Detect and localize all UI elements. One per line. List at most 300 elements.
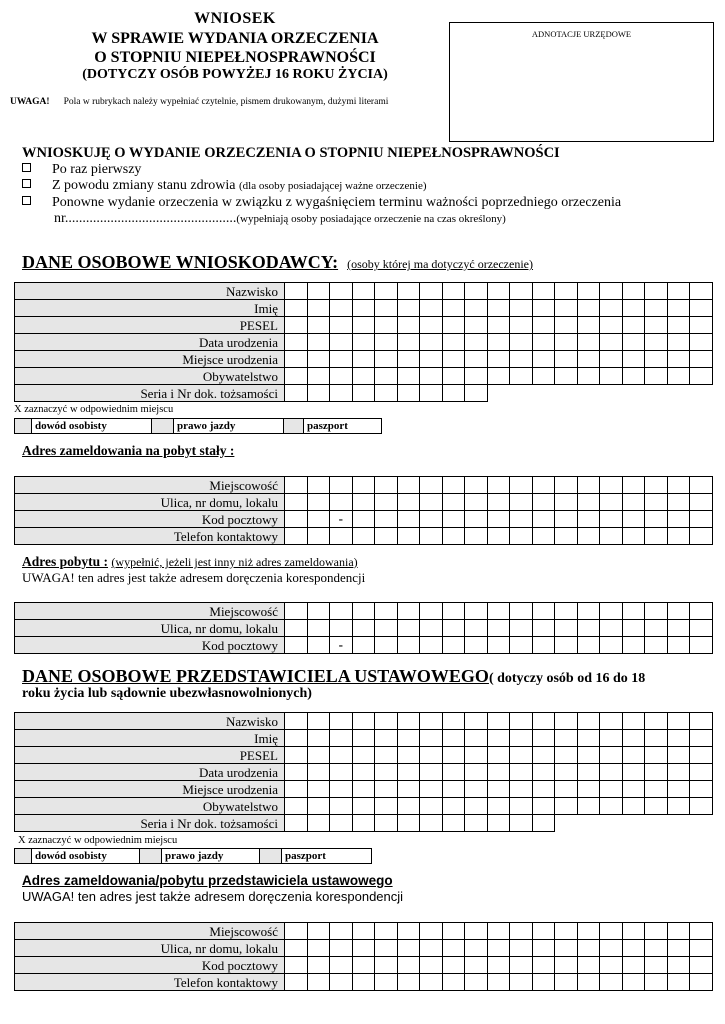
input-cell[interactable] bbox=[442, 300, 465, 317]
input-cell[interactable] bbox=[510, 713, 533, 730]
input-cell[interactable] bbox=[442, 385, 465, 402]
input-cell[interactable] bbox=[442, 730, 465, 747]
input-cell[interactable] bbox=[487, 730, 510, 747]
input-cell[interactable] bbox=[622, 620, 645, 637]
input-cell[interactable] bbox=[645, 957, 668, 974]
input-cell[interactable] bbox=[352, 317, 375, 334]
input-cell[interactable] bbox=[330, 781, 353, 798]
input-cell[interactable] bbox=[645, 781, 668, 798]
input-cell[interactable] bbox=[397, 798, 420, 815]
input-cell[interactable] bbox=[667, 923, 690, 940]
input-cell[interactable] bbox=[285, 334, 308, 351]
input-cell[interactable] bbox=[510, 747, 533, 764]
input-cell[interactable] bbox=[375, 368, 398, 385]
input-cell[interactable] bbox=[397, 283, 420, 300]
input-cell[interactable] bbox=[307, 334, 330, 351]
input-cell[interactable] bbox=[465, 747, 488, 764]
input-cell[interactable] bbox=[577, 923, 600, 940]
input-cell[interactable] bbox=[465, 974, 488, 991]
input-cell[interactable] bbox=[307, 283, 330, 300]
input-cell[interactable] bbox=[285, 351, 308, 368]
input-cell[interactable] bbox=[352, 764, 375, 781]
input-cell[interactable] bbox=[532, 334, 555, 351]
input-cell[interactable] bbox=[622, 528, 645, 545]
input-cell[interactable] bbox=[532, 511, 555, 528]
input-cell[interactable] bbox=[510, 815, 533, 832]
input-cell[interactable] bbox=[510, 283, 533, 300]
input-cell[interactable] bbox=[645, 730, 668, 747]
input-cell[interactable] bbox=[465, 764, 488, 781]
input-cell[interactable] bbox=[577, 940, 600, 957]
input-cell[interactable] bbox=[352, 368, 375, 385]
input-cell[interactable] bbox=[645, 747, 668, 764]
input-cell[interactable] bbox=[420, 747, 443, 764]
input-cell[interactable] bbox=[667, 957, 690, 974]
input-cell[interactable] bbox=[555, 494, 578, 511]
input-cell[interactable] bbox=[667, 781, 690, 798]
input-cell[interactable] bbox=[307, 940, 330, 957]
input-cell[interactable] bbox=[375, 713, 398, 730]
input-cell[interactable] bbox=[307, 351, 330, 368]
input-cell[interactable] bbox=[442, 603, 465, 620]
input-cell[interactable] bbox=[285, 368, 308, 385]
input-cell[interactable] bbox=[307, 747, 330, 764]
input-cell[interactable] bbox=[420, 528, 443, 545]
input-cell[interactable] bbox=[420, 334, 443, 351]
input-cell[interactable] bbox=[330, 477, 353, 494]
input-cell[interactable] bbox=[577, 781, 600, 798]
input-cell[interactable] bbox=[577, 494, 600, 511]
input-cell[interactable] bbox=[690, 923, 713, 940]
input-cell[interactable] bbox=[420, 477, 443, 494]
input-cell[interactable] bbox=[352, 940, 375, 957]
input-cell[interactable] bbox=[352, 974, 375, 991]
input-cell[interactable] bbox=[622, 940, 645, 957]
input-cell[interactable] bbox=[577, 620, 600, 637]
input-cell[interactable] bbox=[352, 603, 375, 620]
input-cell[interactable] bbox=[600, 764, 623, 781]
input-cell[interactable] bbox=[690, 283, 713, 300]
input-cell[interactable] bbox=[645, 351, 668, 368]
input-cell[interactable] bbox=[555, 637, 578, 654]
input-cell[interactable] bbox=[397, 351, 420, 368]
input-cell[interactable] bbox=[465, 283, 488, 300]
input-cell[interactable] bbox=[465, 494, 488, 511]
input-cell[interactable] bbox=[307, 511, 330, 528]
input-cell[interactable] bbox=[555, 764, 578, 781]
input-cell[interactable] bbox=[555, 713, 578, 730]
input-cell[interactable] bbox=[375, 781, 398, 798]
input-cell[interactable] bbox=[555, 781, 578, 798]
doc-type-checkbox[interactable] bbox=[15, 849, 32, 864]
input-cell[interactable] bbox=[600, 351, 623, 368]
input-cell[interactable] bbox=[420, 603, 443, 620]
input-cell[interactable] bbox=[600, 798, 623, 815]
input-cell[interactable] bbox=[465, 781, 488, 798]
input-cell[interactable] bbox=[375, 764, 398, 781]
input-cell[interactable] bbox=[307, 528, 330, 545]
input-cell[interactable] bbox=[645, 637, 668, 654]
input-cell[interactable] bbox=[285, 317, 308, 334]
option-first-time[interactable] bbox=[22, 162, 141, 178]
input-cell[interactable] bbox=[442, 620, 465, 637]
input-cell[interactable] bbox=[330, 923, 353, 940]
input-cell[interactable] bbox=[330, 957, 353, 974]
input-cell[interactable] bbox=[600, 477, 623, 494]
input-cell[interactable] bbox=[307, 620, 330, 637]
input-cell[interactable] bbox=[442, 637, 465, 654]
input-cell[interactable] bbox=[555, 317, 578, 334]
input-cell[interactable] bbox=[667, 368, 690, 385]
input-cell[interactable] bbox=[667, 317, 690, 334]
input-cell[interactable] bbox=[690, 637, 713, 654]
input-cell[interactable] bbox=[577, 351, 600, 368]
input-cell[interactable] bbox=[352, 511, 375, 528]
previous-number-field[interactable]: nr................................................. bbox=[54, 211, 237, 226]
input-cell[interactable] bbox=[690, 713, 713, 730]
input-cell[interactable] bbox=[555, 940, 578, 957]
input-cell[interactable] bbox=[285, 477, 308, 494]
input-cell[interactable] bbox=[510, 511, 533, 528]
option-reissue[interactable] bbox=[22, 195, 621, 211]
input-cell[interactable] bbox=[375, 730, 398, 747]
input-cell[interactable] bbox=[420, 940, 443, 957]
input-cell[interactable] bbox=[600, 957, 623, 974]
input-cell[interactable] bbox=[442, 283, 465, 300]
input-cell[interactable] bbox=[352, 620, 375, 637]
input-cell[interactable] bbox=[600, 974, 623, 991]
input-cell[interactable] bbox=[307, 385, 330, 402]
input-cell[interactable] bbox=[645, 477, 668, 494]
input-cell[interactable] bbox=[487, 974, 510, 991]
input-cell[interactable] bbox=[510, 351, 533, 368]
input-cell[interactable] bbox=[375, 385, 398, 402]
input-cell[interactable] bbox=[645, 317, 668, 334]
input-cell[interactable] bbox=[690, 747, 713, 764]
input-cell[interactable] bbox=[397, 940, 420, 957]
input-cell[interactable] bbox=[420, 798, 443, 815]
input-cell[interactable] bbox=[600, 283, 623, 300]
input-cell[interactable] bbox=[330, 334, 353, 351]
input-cell[interactable] bbox=[532, 798, 555, 815]
input-cell[interactable] bbox=[667, 334, 690, 351]
input-cell[interactable] bbox=[577, 974, 600, 991]
input-cell[interactable] bbox=[285, 730, 308, 747]
input-cell[interactable] bbox=[375, 317, 398, 334]
input-cell[interactable] bbox=[397, 815, 420, 832]
input-cell[interactable] bbox=[667, 300, 690, 317]
checkbox-icon[interactable] bbox=[22, 163, 31, 172]
input-cell[interactable] bbox=[600, 730, 623, 747]
input-cell[interactable] bbox=[465, 603, 488, 620]
input-cell[interactable] bbox=[442, 798, 465, 815]
input-cell[interactable] bbox=[690, 477, 713, 494]
input-cell[interactable] bbox=[375, 798, 398, 815]
input-cell[interactable] bbox=[667, 713, 690, 730]
input-cell[interactable] bbox=[397, 730, 420, 747]
input-cell[interactable] bbox=[285, 713, 308, 730]
input-cell[interactable] bbox=[645, 798, 668, 815]
input-cell[interactable] bbox=[555, 974, 578, 991]
input-cell[interactable] bbox=[510, 764, 533, 781]
input-cell[interactable] bbox=[330, 798, 353, 815]
input-cell[interactable] bbox=[622, 511, 645, 528]
input-cell[interactable] bbox=[510, 528, 533, 545]
input-cell[interactable] bbox=[532, 620, 555, 637]
input-cell[interactable] bbox=[375, 334, 398, 351]
input-cell[interactable] bbox=[510, 494, 533, 511]
input-cell[interactable] bbox=[577, 747, 600, 764]
input-cell[interactable] bbox=[510, 317, 533, 334]
input-cell[interactable] bbox=[465, 730, 488, 747]
input-cell[interactable] bbox=[397, 385, 420, 402]
input-cell[interactable] bbox=[532, 747, 555, 764]
input-cell[interactable] bbox=[600, 317, 623, 334]
input-cell[interactable] bbox=[555, 603, 578, 620]
input-cell[interactable] bbox=[645, 620, 668, 637]
input-cell[interactable] bbox=[375, 747, 398, 764]
input-cell[interactable] bbox=[442, 940, 465, 957]
input-cell[interactable] bbox=[352, 923, 375, 940]
input-cell[interactable] bbox=[510, 620, 533, 637]
input-cell[interactable] bbox=[375, 603, 398, 620]
input-cell[interactable] bbox=[532, 351, 555, 368]
input-cell[interactable] bbox=[285, 528, 308, 545]
input-cell[interactable] bbox=[532, 730, 555, 747]
input-cell[interactable] bbox=[487, 620, 510, 637]
input-cell[interactable] bbox=[600, 923, 623, 940]
input-cell[interactable] bbox=[307, 781, 330, 798]
input-cell[interactable] bbox=[330, 283, 353, 300]
input-cell[interactable] bbox=[622, 368, 645, 385]
input-cell[interactable] bbox=[442, 781, 465, 798]
input-cell[interactable] bbox=[397, 477, 420, 494]
input-cell[interactable] bbox=[442, 351, 465, 368]
input-cell[interactable] bbox=[465, 385, 488, 402]
input-cell[interactable] bbox=[622, 494, 645, 511]
input-cell[interactable] bbox=[555, 620, 578, 637]
input-cell[interactable] bbox=[622, 730, 645, 747]
input-cell[interactable] bbox=[352, 334, 375, 351]
input-cell[interactable] bbox=[600, 781, 623, 798]
input-cell[interactable] bbox=[397, 603, 420, 620]
input-cell[interactable] bbox=[645, 300, 668, 317]
input-cell[interactable] bbox=[307, 317, 330, 334]
input-cell[interactable] bbox=[375, 494, 398, 511]
input-cell[interactable] bbox=[510, 300, 533, 317]
input-cell[interactable] bbox=[690, 317, 713, 334]
input-cell[interactable] bbox=[352, 798, 375, 815]
input-cell[interactable] bbox=[375, 283, 398, 300]
input-cell[interactable] bbox=[532, 494, 555, 511]
input-cell[interactable] bbox=[532, 528, 555, 545]
input-cell[interactable] bbox=[667, 974, 690, 991]
input-cell[interactable] bbox=[487, 351, 510, 368]
input-cell[interactable] bbox=[375, 637, 398, 654]
input-cell[interactable] bbox=[442, 974, 465, 991]
input-cell[interactable] bbox=[442, 368, 465, 385]
input-cell[interactable] bbox=[375, 923, 398, 940]
doc-type-checkbox[interactable] bbox=[15, 419, 32, 434]
input-cell[interactable] bbox=[667, 764, 690, 781]
input-cell[interactable] bbox=[577, 528, 600, 545]
input-cell[interactable] bbox=[622, 351, 645, 368]
input-cell[interactable] bbox=[577, 317, 600, 334]
input-cell[interactable] bbox=[352, 494, 375, 511]
input-cell[interactable] bbox=[307, 730, 330, 747]
input-cell[interactable] bbox=[555, 368, 578, 385]
input-cell[interactable] bbox=[532, 603, 555, 620]
input-cell[interactable] bbox=[330, 730, 353, 747]
input-cell[interactable] bbox=[600, 620, 623, 637]
input-cell[interactable] bbox=[577, 957, 600, 974]
doc-type-checkbox[interactable] bbox=[152, 419, 174, 434]
input-cell[interactable] bbox=[600, 603, 623, 620]
input-cell[interactable] bbox=[397, 957, 420, 974]
input-cell[interactable] bbox=[465, 713, 488, 730]
input-cell[interactable] bbox=[465, 368, 488, 385]
input-cell[interactable] bbox=[397, 713, 420, 730]
input-cell[interactable] bbox=[600, 334, 623, 351]
input-cell[interactable] bbox=[285, 798, 308, 815]
input-cell[interactable] bbox=[622, 334, 645, 351]
input-cell[interactable] bbox=[577, 713, 600, 730]
input-cell[interactable] bbox=[465, 300, 488, 317]
input-cell[interactable] bbox=[330, 528, 353, 545]
input-cell[interactable] bbox=[397, 368, 420, 385]
input-cell[interactable] bbox=[487, 477, 510, 494]
input-cell[interactable] bbox=[465, 923, 488, 940]
input-cell[interactable] bbox=[532, 940, 555, 957]
input-cell[interactable] bbox=[690, 351, 713, 368]
input-cell[interactable] bbox=[555, 923, 578, 940]
doc-type-checkbox[interactable] bbox=[260, 849, 282, 864]
input-cell[interactable] bbox=[622, 747, 645, 764]
input-cell[interactable] bbox=[330, 974, 353, 991]
input-cell[interactable] bbox=[330, 385, 353, 402]
input-cell[interactable] bbox=[285, 494, 308, 511]
input-cell[interactable] bbox=[667, 511, 690, 528]
input-cell[interactable] bbox=[600, 300, 623, 317]
input-cell[interactable] bbox=[577, 637, 600, 654]
input-cell[interactable] bbox=[330, 764, 353, 781]
input-cell[interactable] bbox=[397, 494, 420, 511]
input-cell[interactable] bbox=[487, 528, 510, 545]
input-cell[interactable] bbox=[510, 477, 533, 494]
input-cell[interactable] bbox=[352, 747, 375, 764]
input-cell[interactable] bbox=[510, 957, 533, 974]
input-cell[interactable] bbox=[622, 283, 645, 300]
previous-certificate-number[interactable] bbox=[54, 211, 506, 227]
input-cell[interactable] bbox=[330, 713, 353, 730]
input-cell[interactable] bbox=[307, 764, 330, 781]
input-cell[interactable] bbox=[285, 923, 308, 940]
input-cell[interactable] bbox=[532, 957, 555, 974]
input-cell[interactable] bbox=[307, 603, 330, 620]
input-cell[interactable] bbox=[600, 494, 623, 511]
input-cell[interactable] bbox=[532, 637, 555, 654]
input-cell[interactable] bbox=[397, 528, 420, 545]
input-cell[interactable] bbox=[420, 283, 443, 300]
input-cell[interactable] bbox=[487, 283, 510, 300]
input-cell[interactable] bbox=[397, 334, 420, 351]
input-cell[interactable] bbox=[420, 511, 443, 528]
input-cell[interactable] bbox=[600, 637, 623, 654]
input-cell[interactable] bbox=[577, 368, 600, 385]
input-cell[interactable] bbox=[645, 923, 668, 940]
input-cell[interactable] bbox=[532, 713, 555, 730]
input-cell[interactable] bbox=[330, 351, 353, 368]
input-cell[interactable] bbox=[330, 815, 353, 832]
input-cell[interactable] bbox=[465, 351, 488, 368]
input-cell[interactable] bbox=[690, 620, 713, 637]
input-cell[interactable] bbox=[375, 815, 398, 832]
input-cell[interactable] bbox=[510, 798, 533, 815]
input-cell[interactable] bbox=[690, 334, 713, 351]
input-cell[interactable] bbox=[352, 528, 375, 545]
input-cell[interactable] bbox=[555, 351, 578, 368]
input-cell[interactable] bbox=[577, 283, 600, 300]
input-cell[interactable] bbox=[622, 764, 645, 781]
input-cell[interactable] bbox=[442, 477, 465, 494]
input-cell[interactable] bbox=[465, 620, 488, 637]
input-cell[interactable] bbox=[307, 923, 330, 940]
input-cell[interactable] bbox=[352, 477, 375, 494]
input-cell[interactable] bbox=[510, 368, 533, 385]
input-cell[interactable] bbox=[307, 300, 330, 317]
input-cell[interactable] bbox=[532, 300, 555, 317]
input-cell[interactable] bbox=[555, 747, 578, 764]
input-cell[interactable] bbox=[577, 764, 600, 781]
input-cell[interactable] bbox=[690, 781, 713, 798]
input-cell[interactable] bbox=[690, 974, 713, 991]
input-cell[interactable] bbox=[307, 494, 330, 511]
input-cell[interactable] bbox=[510, 603, 533, 620]
input-cell[interactable] bbox=[622, 781, 645, 798]
input-cell[interactable] bbox=[375, 528, 398, 545]
input-cell[interactable] bbox=[600, 940, 623, 957]
input-cell[interactable] bbox=[442, 511, 465, 528]
input-cell[interactable] bbox=[442, 334, 465, 351]
input-cell[interactable] bbox=[420, 957, 443, 974]
input-cell[interactable] bbox=[352, 385, 375, 402]
input-cell[interactable] bbox=[465, 317, 488, 334]
input-cell[interactable] bbox=[285, 283, 308, 300]
input-cell[interactable] bbox=[667, 528, 690, 545]
input-cell[interactable] bbox=[532, 317, 555, 334]
input-cell[interactable] bbox=[352, 351, 375, 368]
input-cell[interactable] bbox=[352, 283, 375, 300]
input-cell[interactable] bbox=[600, 713, 623, 730]
input-cell[interactable] bbox=[577, 477, 600, 494]
input-cell[interactable] bbox=[397, 764, 420, 781]
input-cell[interactable] bbox=[487, 603, 510, 620]
input-cell[interactable] bbox=[645, 368, 668, 385]
input-cell[interactable] bbox=[510, 334, 533, 351]
input-cell[interactable] bbox=[487, 747, 510, 764]
input-cell[interactable] bbox=[375, 351, 398, 368]
option-health-change[interactable] bbox=[22, 178, 427, 194]
input-cell[interactable] bbox=[487, 637, 510, 654]
input-cell[interactable] bbox=[330, 747, 353, 764]
input-cell[interactable] bbox=[487, 923, 510, 940]
input-cell[interactable] bbox=[487, 957, 510, 974]
input-cell[interactable] bbox=[510, 940, 533, 957]
input-cell[interactable] bbox=[397, 300, 420, 317]
input-cell[interactable] bbox=[645, 603, 668, 620]
input-cell[interactable] bbox=[307, 477, 330, 494]
input-cell[interactable] bbox=[285, 747, 308, 764]
